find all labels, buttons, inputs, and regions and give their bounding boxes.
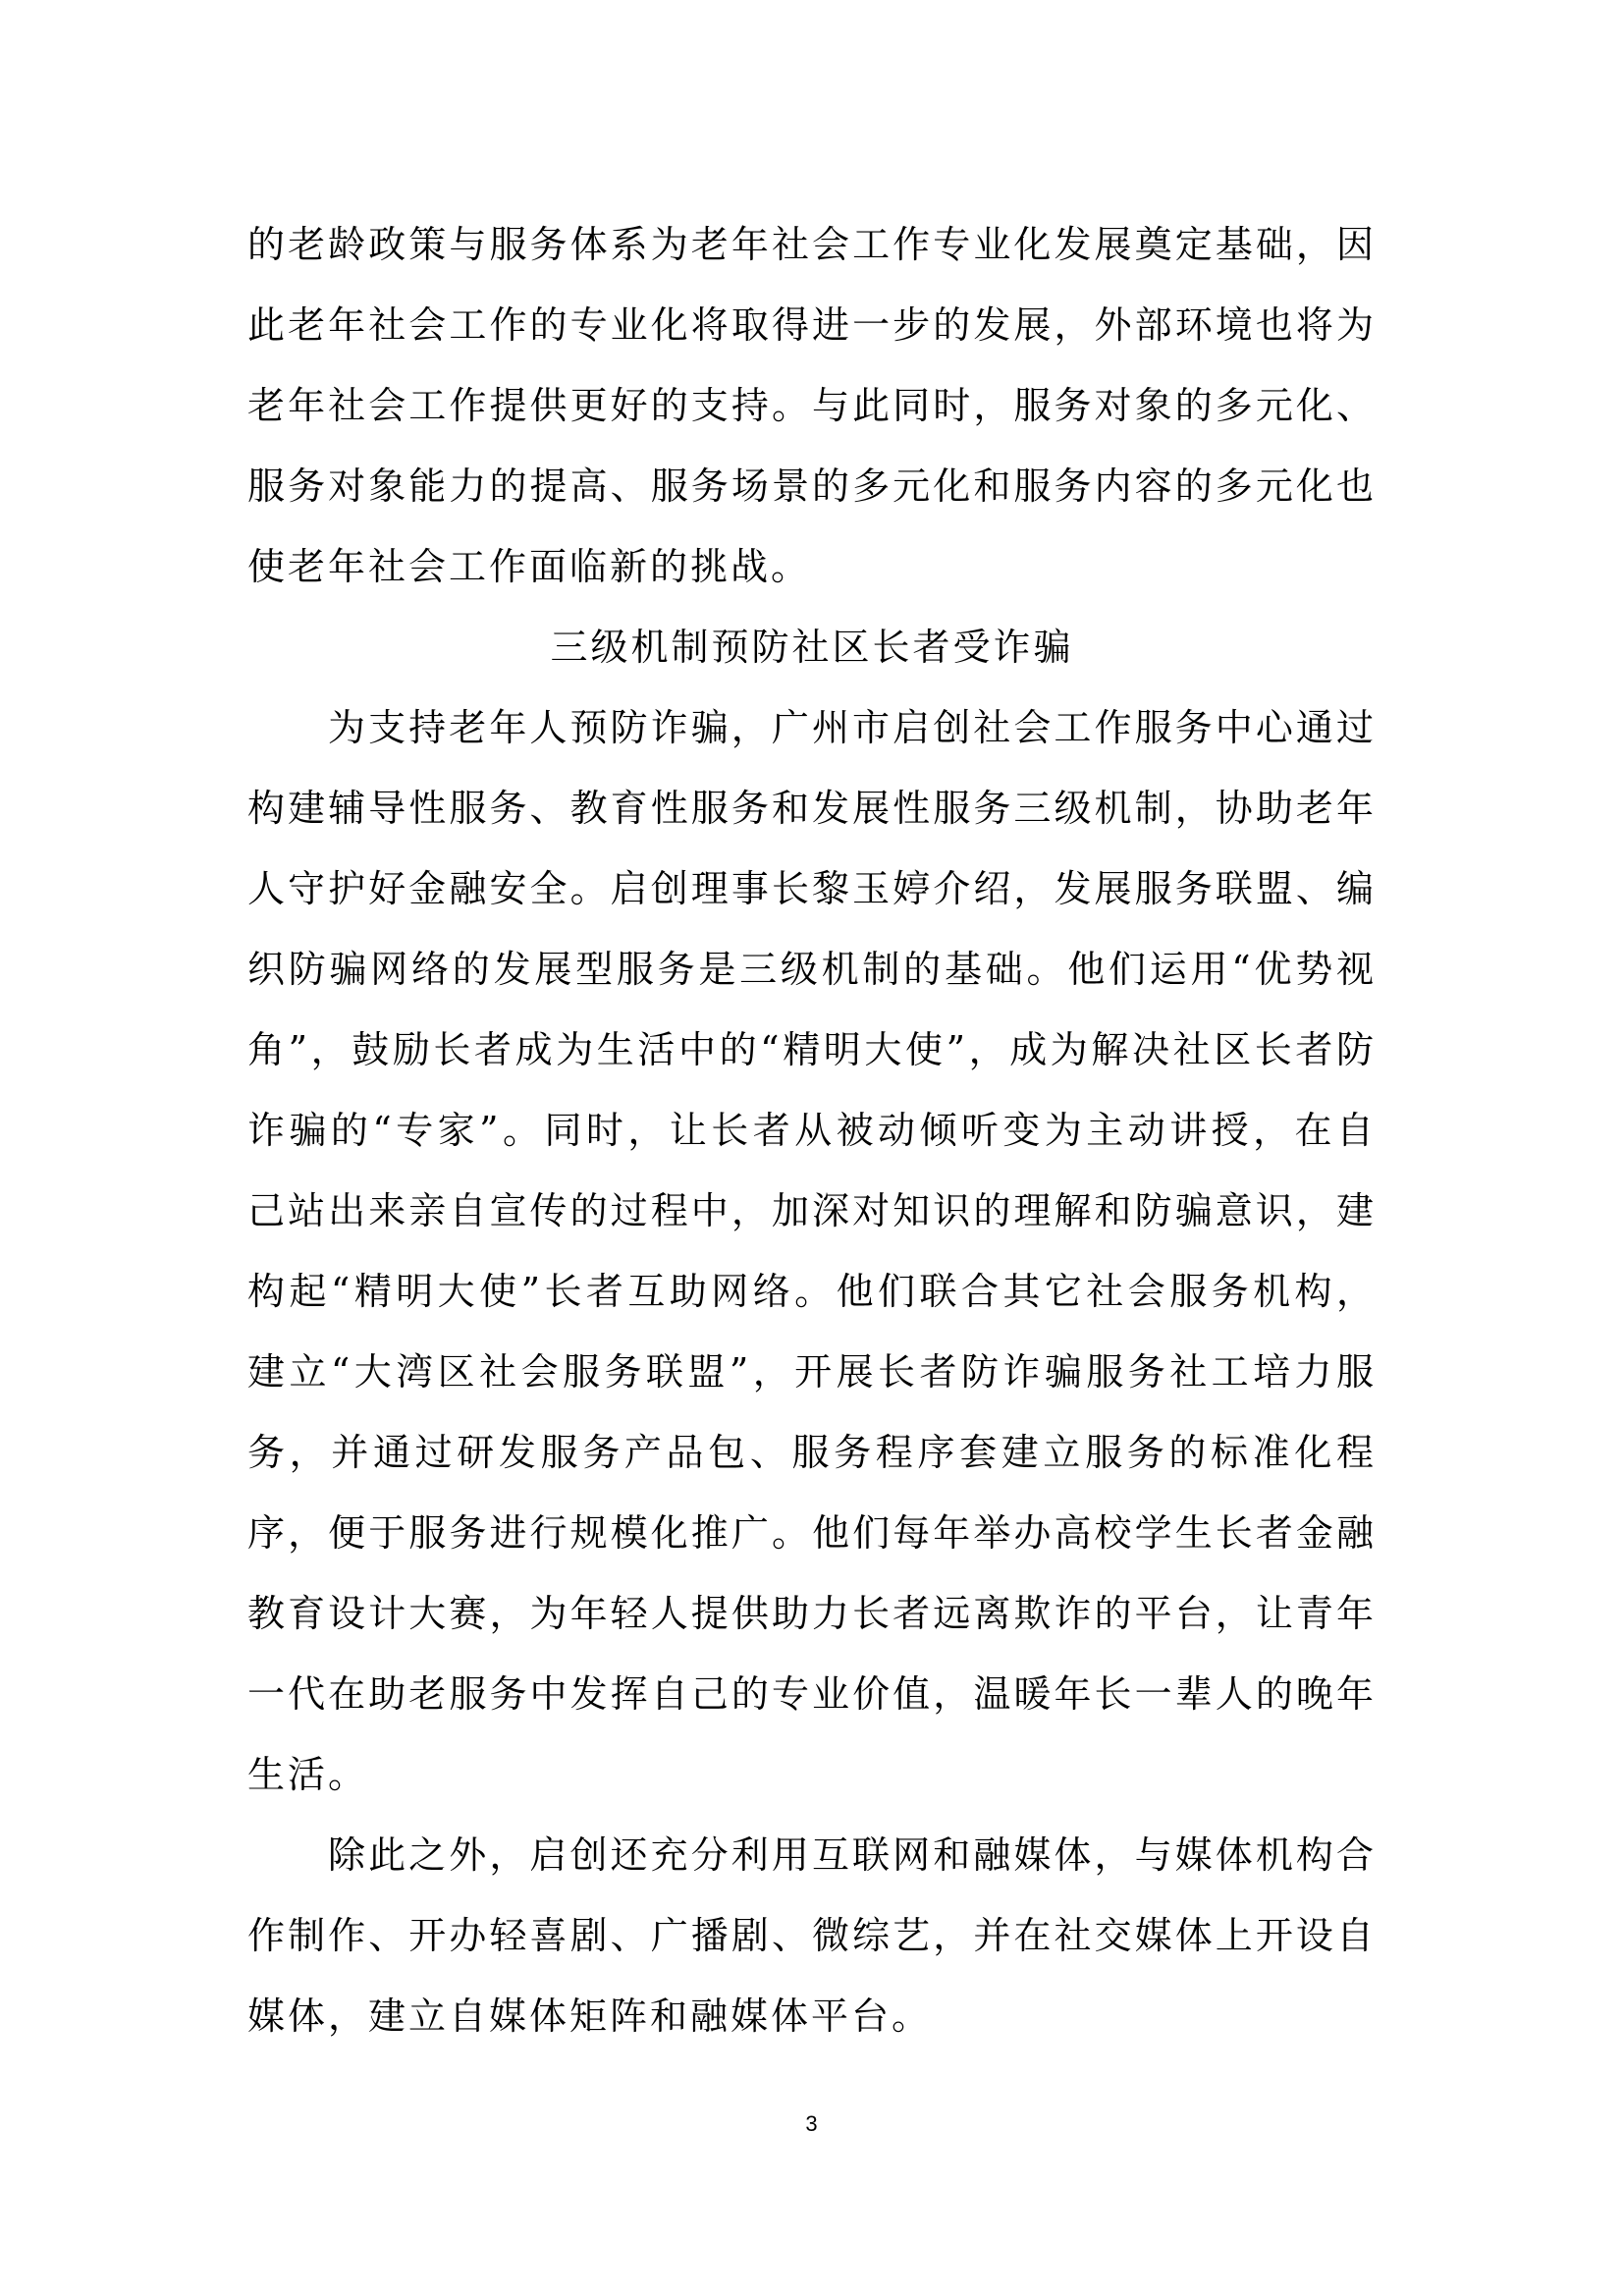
body-text — [247, 204, 1377, 2056]
page-number: 3 — [805, 2111, 818, 2136]
paragraph-media: 除此之外，启创还充分利用互联网和融媒体，与媒体机构合作制作、开办轻喜剧、广播剧、微综艺，并在社交媒体上开设自媒体，建立自媒体矩阵和融媒体平台。 — [247, 1833, 1377, 2038]
section-heading: 三级机制预防社区长者受诈骗 — [550, 626, 1074, 669]
paragraph-anti-fraud: 为支持老年人预防诈骗，广州市启创社会工作服务中心通过构建辅导性服务、教育性服务和发展性服务三级机制，协助老年人守护好金融安全。启创理事长黎玉婷介绍，发展服务联盟、编织防骗网络的发展型服务是三级机制的基础。他们运用“优势视角”，鼓励长者成为生活中的“精明大使”，成为解决社区长者防诈骗的“专家”。同时，让长者从被动倾听变为主动讲授，在自己站出来亲自宣传的过程中，加深对知识的理解和防骗意识，建构起“精明大使”长者互助网络。他们联合其它社会服务机构，建立“大湾区社会服务联盟”，开展长者防诈骗服务社工培力服务，并通过研发服务产品包、服务程序套建立服务的标准化程序，便于服务进行规模化推广。他们每年举办高校学生长者金融教育设计大赛，为年轻人提供助力长者远离欺诈的平台，让青年一代在助老服务中发挥自己的专业价值，温暖年长一辈人的晚年生活。 — [247, 706, 1377, 1796]
paragraph-continued: 的老龄政策与服务体系为老年社会工作专业化发展奠定基础，因此老年社会工作的专业化将取得进一步的发展，外部环境也将为老年社会工作提供更好的支持。与此同时，服务对象的多元化、服务对象能力的提高、服务场景的多元化和服务内容的多元化也使老年社会工作面临新的挑战。 — [247, 223, 1377, 588]
